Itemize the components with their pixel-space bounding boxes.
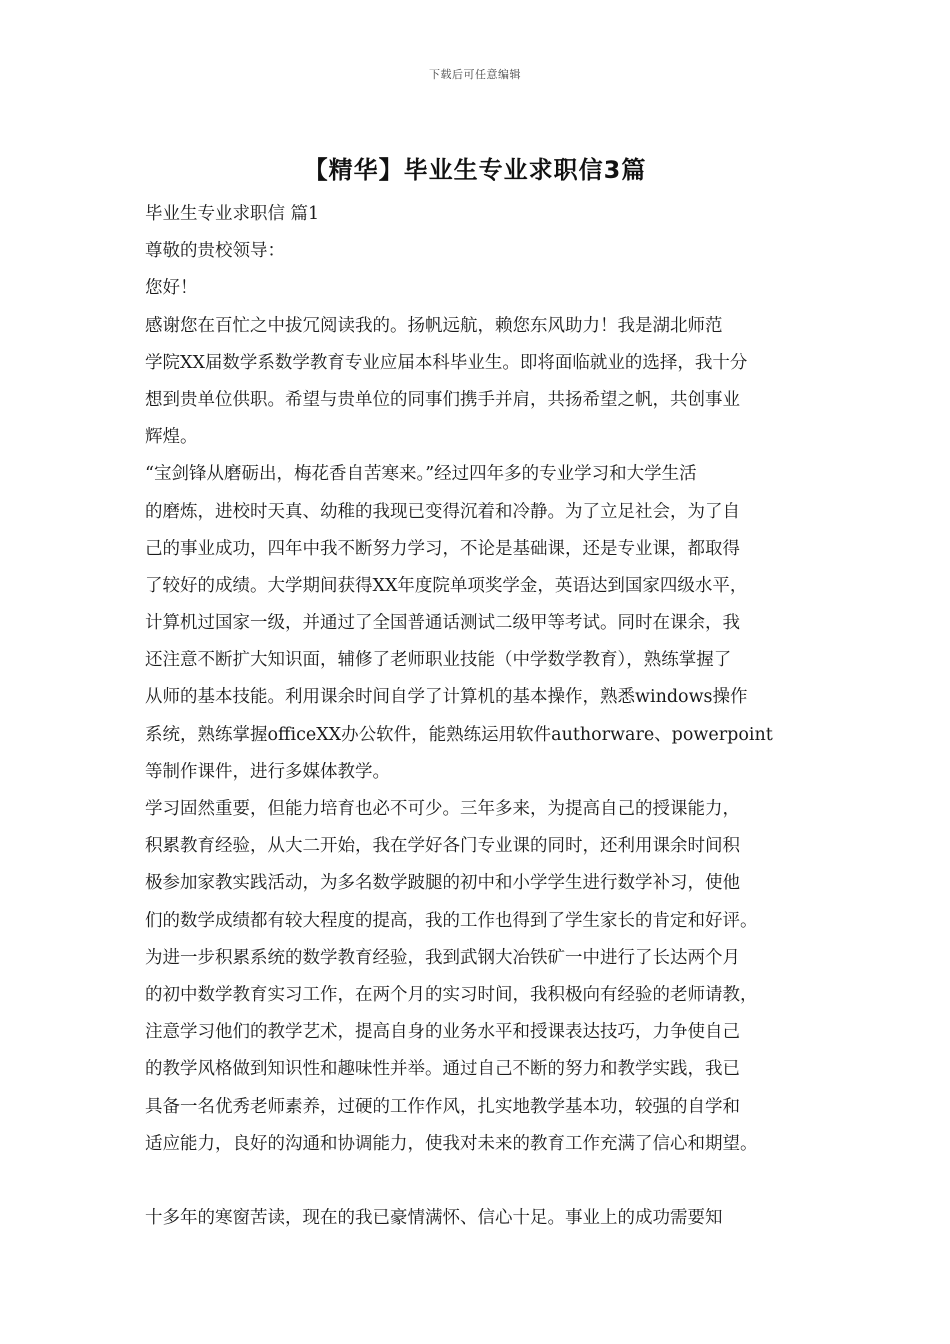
paragraph-line: 了较好的成绩。大学期间获得XX年度院单项奖学金，英语达到国家四级水平， [145, 575, 748, 596]
paragraph-line: 注意学习他们的教学艺术，提高自身的业务水平和授课表达技巧，力争使自己 [145, 1022, 740, 1043]
paragraph-line: 等制作课件，进行多媒体教学。 [145, 761, 390, 782]
header-note: 下载后可任意编辑 [429, 68, 521, 81]
paragraph-line: 学习固然重要，但能力培育也必不可少。三年多来，为提高自己的授课能力， [145, 799, 740, 819]
paragraph-line: 适应能力，良好的沟通和协调能力，使我对未来的教育工作充满了信心和期望。 [145, 1133, 758, 1154]
greeting: 您好！ [145, 278, 198, 299]
paragraph-line: 计算机过国家一级，并通过了全国普通话测试二级甲等考试。同时在课余，我 [145, 613, 740, 634]
paragraph-line: 辉煌。 [145, 427, 198, 448]
section-heading: 毕业生专业求职信 篇1 [145, 204, 320, 224]
paragraph-line: 己的事业成功，四年中我不断努力学习，不论是基础课，还是专业课，都取得 [145, 538, 740, 559]
paragraph-line: 极参加家教实践活动，为多名数学跛腿的初中和小学学生进行数学补习，使他 [145, 873, 740, 894]
paragraph-line: 的磨炼，进校时天真、幼稚的我现已变得沉着和冷静。为了立足社会，为了自 [145, 501, 740, 522]
paragraph-line: 系统，熟练掌握officeXX办公软件，能熟练运用软件authorware、powerpoint [145, 724, 773, 745]
paragraph-line: 具备一名优秀老师素养，过硬的工作作风，扎实地教学基本功，较强的自学和 [145, 1096, 740, 1117]
paragraph-line: 为进一步积累系统的数学教育经验，我到武钢大冶铁矿一中进行了长达两个月 [145, 947, 740, 968]
paragraph-line: 十多年的寒窗苦读，现在的我已豪情满怀、信心十足。事业上的成功需要知 [145, 1207, 723, 1228]
paragraph-line: 还注意不断扩大知识面，辅修了老师职业技能（中学数学教育），熟练掌握了 [145, 650, 732, 671]
paragraph-line: 学院XX届数学系数学教育专业应届本科毕业生。即将面临就业的选择，我十分 [145, 352, 748, 373]
paragraph-line: 们的数学成绩都有较大程度的提高，我的工作也得到了学生家长的肯定和好评。 [145, 910, 758, 931]
paragraph-line: 感谢您在百忙之中拔冗阅读我的。扬帆远航，赖您东风助力！我是湖北师范 [145, 315, 723, 336]
paragraph-line: 的初中数学教育实习工作，在两个月的实习时间，我积极向有经验的老师请教， [145, 984, 758, 1005]
document-title: 【精华】毕业生专业求职信3篇 [303, 156, 647, 184]
paragraph-line: “宝剑锋从磨砺出，梅花香自苦寒来。”经过四年多的专业学习和大学生活 [145, 464, 697, 485]
salutation: 尊敬的贵校领导： [145, 241, 285, 262]
paragraph-line: 从师的基本技能。利用课余时间自学了计算机的基本操作，熟悉windows操作 [145, 687, 748, 708]
paragraph-line: 积累教育经验，从大二开始，我在学好各门专业课的同时，还利用课余时间积 [145, 836, 740, 857]
paragraph-line: 的教学风格做到知识性和趣味性并举。通过自己不断的努力和教学实践，我已 [145, 1059, 740, 1080]
paragraph-gap [145, 1163, 820, 1200]
paragraph-line: 想到贵单位供职。希望与贵单位的同事们携手并肩，共扬希望之帆，共创事业 [145, 389, 740, 410]
letter-body [145, 196, 820, 1237]
